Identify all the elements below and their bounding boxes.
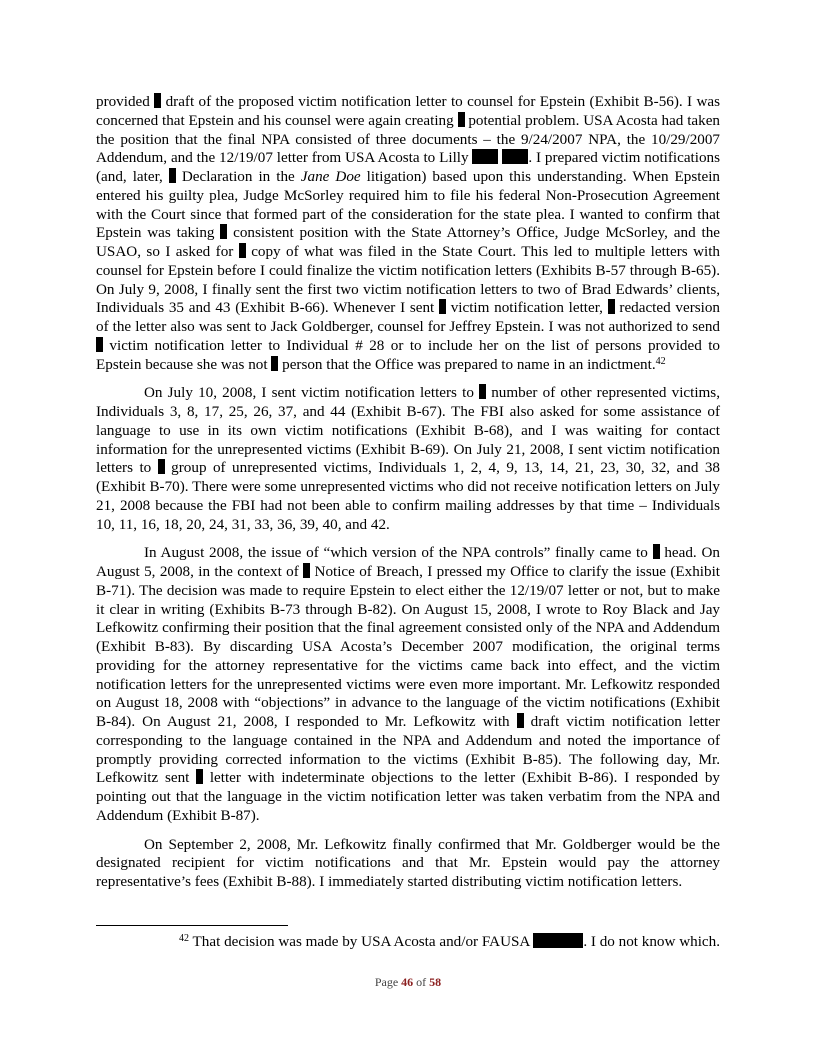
text-run: On September 2, 2008, Mr. Lefkowitz finally confirmed that Mr. Goldberger would be the designated recipient for victim notifications and that Mr. Epstein would pay the attorney representative’s fees (Exhibit B-88). I immediately started distributing victim notification letters. bbox=[96, 835, 720, 890]
redaction-block bbox=[439, 299, 446, 314]
redaction-block bbox=[96, 337, 103, 352]
text-run: potential problem. USA Acosta had taken the position that the final NPA consisted of three documents – the 9/24/2007 NPA, the 10/29/2007 Addendum, and the 12/19/07 letter from USA Acosta to Lilly bbox=[96, 111, 720, 167]
footer-prefix: Page bbox=[374, 975, 402, 989]
redaction-block bbox=[608, 299, 615, 314]
paragraph bbox=[96, 384, 720, 534]
text-run: provided bbox=[96, 93, 155, 110]
redaction-block bbox=[479, 384, 486, 399]
footer-middle: of bbox=[413, 975, 430, 989]
text-run: draft victim notification letter corresponding to the language contained in the NPA and Addendum and noted the importance of promptly providing corrected information to the victims (Exhibit B-85). The following day, Mr. Lefkowitz sent bbox=[96, 713, 720, 787]
text-run: draft of the proposed victim notification letter to counsel for Epstein (Exhibit B-56). I was concerned that Epstein and his counsel were again creating bbox=[96, 93, 720, 129]
redaction-block bbox=[502, 149, 528, 164]
text-run: Declaration in the bbox=[175, 168, 301, 185]
text-run: victim notification letter to Individual # 28 or to include her on the list of persons provided to Epstein because she was not bbox=[96, 336, 720, 373]
redaction-block bbox=[517, 713, 524, 728]
text-run: consistent position with the State Attorney’s Office, Judge McSorley, and the USAO, so I asked for bbox=[96, 224, 720, 260]
redaction-block bbox=[458, 112, 465, 127]
text-run: head. On August 5, 2008, in the context of bbox=[96, 544, 720, 580]
current-page-number: 46 bbox=[401, 975, 414, 989]
text-run: copy of what was filed in the State Court. This led to multiple letters with counsel for Epstein before I could finalize the victim notification letters (Exhibits B-57 through B-65). On July 9, 2008, I finally sent the first two victim notification letters to two of Brad Edwards’ clients, Individuals 35 and 43 (Exhibit B-66). Whenever I sent bbox=[96, 243, 720, 317]
footnote-number: 42 bbox=[179, 933, 190, 944]
paragraph bbox=[96, 836, 720, 892]
redaction-block bbox=[653, 544, 660, 559]
footnote-divider bbox=[96, 925, 288, 926]
text-run: person that the Office was prepared to name in an indictment. bbox=[278, 355, 656, 373]
text-run: Notice of Breach, I pressed my Office to clarify the issue (Exhibit B-71). The decision was made to require Epstein to elect either the 12/19/07 letter or not, but to make it clear in writing (Exhibits B-73 through B-82). On August 15, 2008, I wrote to Roy Black and Jay Lefkowitz confirming their position that the final agreement consisted only of the NPA and Addendum (Exhibit B-83). By discarding USA Acosta’s December 2007 modification, the original terms providing for the attorney representative for the victims came back into effect, and the victim notification letters for the unrepresented victims were even more important. Mr. Lefkowitz responded on August 18, 2008 with “objections” in advance to the language of the victim notifications (Exhibit B-84). On August 21, 2008, I responded to Mr. Lefkowitz with bbox=[96, 563, 720, 730]
footnote-text-after: . I do not know which. bbox=[583, 933, 720, 950]
text-run: victim notification letter, bbox=[445, 299, 608, 317]
text-run: litigation) based upon this understanding. When Epstein entered his guilty plea, Judge McSorley required him to file his federal Non-Prosecution Agreement with the Court since that formed part of the consideration for the state plea. I wanted to confirm that Epstein was taking bbox=[96, 168, 720, 242]
text-run: letter with indeterminate objections to the letter (Exhibit B-86). I responded by pointing out that the language in the victim notification letter was taken verbatim from the NPA and Addendum (Exhibit B-87). bbox=[96, 769, 720, 824]
redaction-block bbox=[472, 149, 498, 164]
redaction-block bbox=[239, 243, 246, 258]
total-page-number: 58 bbox=[429, 975, 442, 989]
text-run: number of other represented victims, Individuals 3, 8, 17, 25, 26, 37, and 44 (Exhibit B-67). The FBI also asked for some assistance of language to use in its own victim notifications (Exhibit B-68), and I was waiting for contact information for the unrepresented victims (Exhibit B-69). On July 21, 2008, I sent victim notification letters to bbox=[96, 384, 720, 477]
text-run: group of unrepresented victims, Individuals 1, 2, 4, 9, 13, 14, 21, 23, 30, 32, and 38 (Exhibit B-70). There were some unrepresented victims who did not receive notification letters on July 21, 2008 because the FBI had not been able to confirm mailing addresses by that time – Individuals 10, 11, 16, 18, 20, 24, 31, 33, 36, 39, 40, and 42. bbox=[96, 459, 721, 533]
text-run: redacted version of the letter also was sent to Jack Goldberger, counsel for Jeffrey Epstein. I was not authorized to send bbox=[96, 299, 720, 335]
text-run: On July 10, 2008, I sent victim notification letters to bbox=[144, 384, 480, 402]
footnote-42 bbox=[96, 933, 720, 951]
text-run: In August 2008, the issue of “which version of the NPA controls” finally came to bbox=[144, 544, 653, 562]
redaction-block bbox=[158, 459, 165, 474]
paragraph bbox=[96, 93, 720, 374]
redaction-block bbox=[533, 933, 583, 948]
paragraph bbox=[96, 544, 720, 825]
italic-case-name: Jane Doe bbox=[300, 168, 361, 185]
document-body bbox=[96, 93, 720, 902]
text-run: . I prepared victim notifications (and, later, bbox=[96, 149, 720, 185]
page-footer bbox=[0, 975, 816, 990]
footnote-reference: 42 bbox=[655, 355, 666, 367]
redaction-block bbox=[169, 168, 176, 183]
footnote-text-before: That decision was made by USA Acosta and/or FAUSA bbox=[189, 933, 534, 950]
